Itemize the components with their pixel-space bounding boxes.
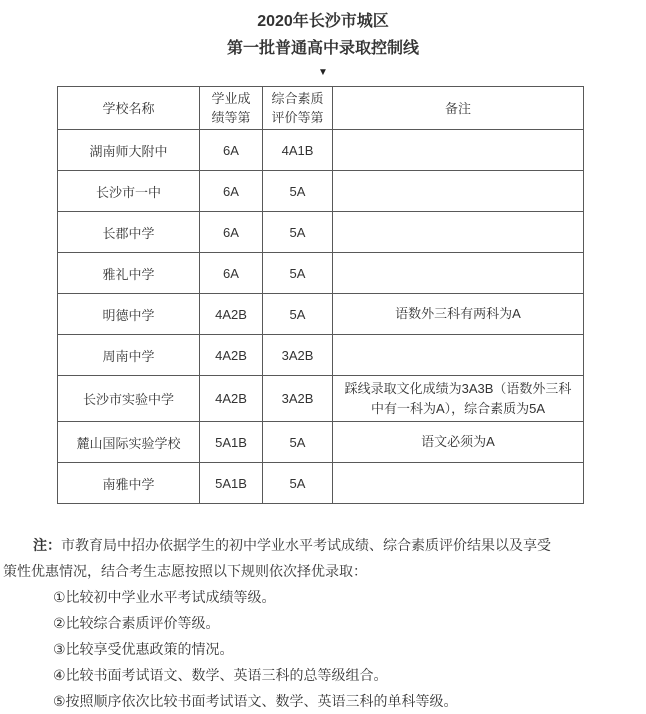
- academic-grade-cell: 4A2B: [200, 376, 263, 422]
- academic-grade-cell: 6A: [200, 171, 263, 212]
- col-header-academic-grade-line1: 学业成: [211, 91, 251, 106]
- note-paragraph-line1-text: 市教育局中招办依据学生的初中学业水平考试成绩、综合素质评价结果以及享受: [61, 537, 551, 553]
- note-label: 注：: [33, 537, 61, 553]
- school-name-cell: 长郡中学: [58, 212, 200, 253]
- school-name-cell: 长沙市实验中学: [58, 376, 200, 422]
- school-name-cell: 南雅中学: [58, 463, 200, 504]
- note-rule-5: ⑤按照顺序依次比较书面考试语文、数学、英语三科的单科等级。: [53, 693, 458, 709]
- page: [0, 8, 646, 714]
- note-rule-1: ①比较初中学业水平考试成绩等级。: [53, 589, 276, 605]
- note-paragraph-line1: [0, 532, 646, 558]
- col-header-school-name: 学校名称: [58, 87, 200, 130]
- academic-grade-cell: 6A: [200, 253, 263, 294]
- academic-grade-cell: 5A1B: [200, 463, 263, 504]
- school-name-cell: 麓山国际实验学校: [58, 422, 200, 463]
- col-header-academic-grade-line2: 绩等第: [211, 110, 251, 125]
- remark-cell: [333, 335, 584, 376]
- col-header-quality-grade-line1: 综合素质: [271, 91, 324, 106]
- quality-grade-cell: 5A: [263, 422, 333, 463]
- note-section: [0, 532, 646, 714]
- col-header-quality-grade: [263, 87, 333, 130]
- table-row: [58, 294, 584, 335]
- quality-grade-cell: 5A: [263, 463, 333, 504]
- remark-cell: [333, 463, 584, 504]
- remark-cell: [333, 212, 584, 253]
- school-name-cell: 周南中学: [58, 335, 200, 376]
- page-title-line2: 第一批普通高中录取控制线: [226, 40, 419, 57]
- school-name-cell: 湖南师大附中: [58, 130, 200, 171]
- school-name-cell: 长沙市一中: [58, 171, 200, 212]
- page-title: [0, 8, 646, 62]
- quality-grade-cell: 5A: [263, 212, 333, 253]
- academic-grade-cell: 6A: [200, 212, 263, 253]
- remark-cell: [333, 171, 584, 212]
- table-header-row: [58, 87, 584, 130]
- table-row: [58, 463, 584, 504]
- table-row: [58, 335, 584, 376]
- academic-grade-cell: 4A2B: [200, 335, 263, 376]
- down-triangle-icon: ▼: [318, 67, 328, 78]
- table-row: [58, 253, 584, 294]
- academic-grade-cell: 6A: [200, 130, 263, 171]
- col-header-remark: 备注: [333, 87, 584, 130]
- page-title-line1: 2020年长沙市城区: [257, 13, 389, 30]
- remark-cell: 语文必须为A: [333, 422, 584, 463]
- note-rule-2: ②比较综合素质评价等级。: [53, 615, 220, 631]
- quality-grade-cell: 4A1B: [263, 130, 333, 171]
- table-row: [58, 376, 584, 422]
- quality-grade-cell: 5A: [263, 171, 333, 212]
- table-row: [58, 171, 584, 212]
- remark-cell: 踩线录取文化成绩为3A3B（语数外三科中有一科为A），综合素质为5A: [333, 376, 584, 422]
- quality-grade-cell: 3A2B: [263, 376, 333, 422]
- remark-cell: [333, 130, 584, 171]
- quality-grade-cell: 5A: [263, 253, 333, 294]
- table-row: [58, 130, 584, 171]
- quality-grade-cell: 3A2B: [263, 335, 333, 376]
- school-name-cell: 明德中学: [58, 294, 200, 335]
- academic-grade-cell: 4A2B: [200, 294, 263, 335]
- academic-grade-cell: 5A1B: [200, 422, 263, 463]
- quality-grade-cell: 5A: [263, 294, 333, 335]
- table-row: [58, 212, 584, 253]
- remark-cell: [333, 253, 584, 294]
- remark-cell: 语数外三科有两科为A: [333, 294, 584, 335]
- col-header-quality-grade-line2: 评价等第: [271, 110, 324, 125]
- note-rule-3: ③比较享受优惠政策的情况。: [53, 641, 234, 657]
- note-rule-4: ④比较书面考试语文、数学、英语三科的总等级组合。: [53, 667, 388, 683]
- school-name-cell: 雅礼中学: [58, 253, 200, 294]
- col-header-academic-grade: [200, 87, 263, 130]
- note-paragraph-line2: 策性优惠情况，结合考生志愿按照以下规则依次择优录取：: [3, 563, 367, 579]
- table-row: [58, 422, 584, 463]
- admission-control-table: [57, 86, 584, 504]
